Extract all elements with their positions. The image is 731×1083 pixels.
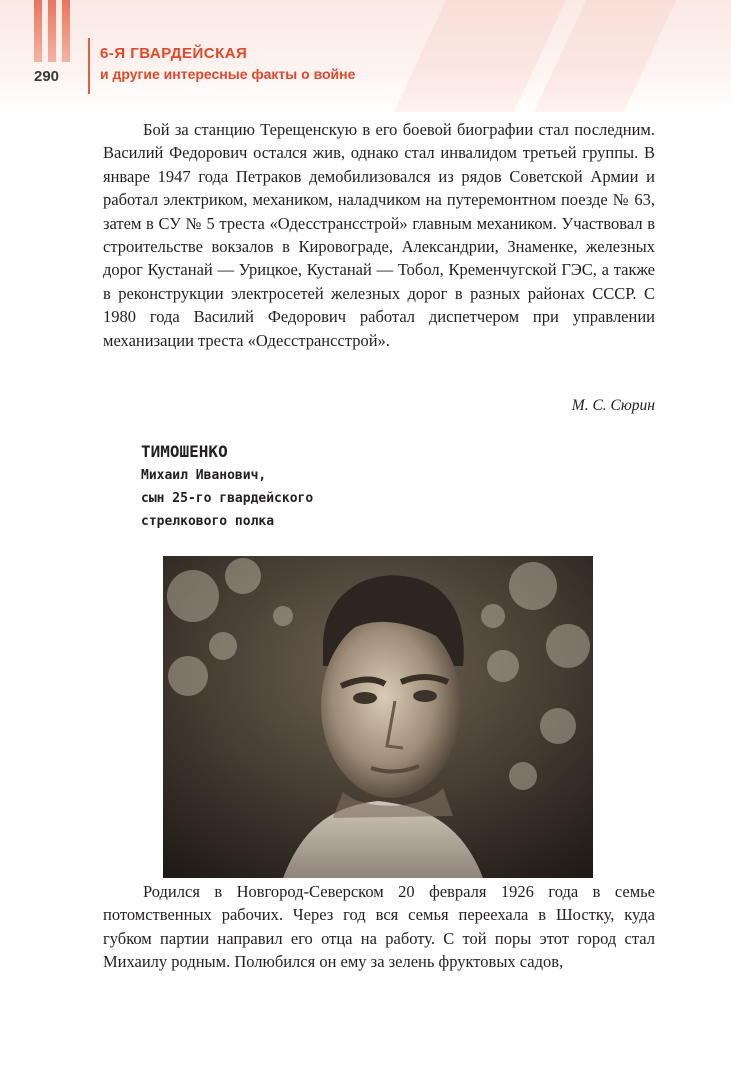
author-signature: М. С. Сюрин bbox=[571, 397, 655, 414]
bio-paragraph: Родился в Новгород-Северском 20 февраля 1926 года в семье потомственных рабочих. Через год вся семья переехала в Шостку, куда губком партии направил его отца на работу. С той поры этот город стал Михаилу родным. Полюбился он ему за зелень фруктовых садов, bbox=[103, 882, 655, 972]
bio-heading bbox=[141, 440, 313, 533]
portrait-photo bbox=[163, 556, 593, 878]
decor-stripe bbox=[48, 0, 56, 62]
decor-stripe bbox=[34, 0, 42, 62]
article-paragraph: Бой за станцию Терещенскую в его боевой биографии стал последним. Василий Федорович остался жив, однако стал инвалидом третьей группы. В январе 1947 года Петраков демобилизовался из рядов Советской Армии и работал электриком, механиком, наладчиком на путеремонтном поезде № 63, затем в СУ № 5 треста «Одесстрансстрой» главным механиком. Участвовал в строительстве вокзалов в Кировограде, Александрии, Знаменке, железных дорог Кустанай — Урицкое, Кустанай — Тобол, Кременчугской ГЭС, а также в реконструкции электросетей железных дорог в разных районах СССР. С 1980 года Василий Федорович работал диспетчером при управлении механизации треста «Одесстрансстрой». bbox=[103, 120, 655, 350]
bio-name: Михаил Иванович, bbox=[141, 468, 267, 483]
portrait-image bbox=[163, 556, 593, 878]
decor-stripe bbox=[62, 0, 70, 62]
page-number: 290 bbox=[34, 68, 60, 85]
bio-surname: ТИМОШЕНКО bbox=[141, 442, 228, 461]
running-title: 6-Я ГВАРДЕЙСКАЯ bbox=[100, 45, 248, 62]
running-subtitle: и другие интересные факты о войне bbox=[100, 66, 356, 82]
header-divider bbox=[88, 38, 90, 94]
bio-line-2: стрелкового полка bbox=[141, 514, 275, 529]
bio-line-1: сын 25-го гвардейского bbox=[141, 491, 314, 506]
